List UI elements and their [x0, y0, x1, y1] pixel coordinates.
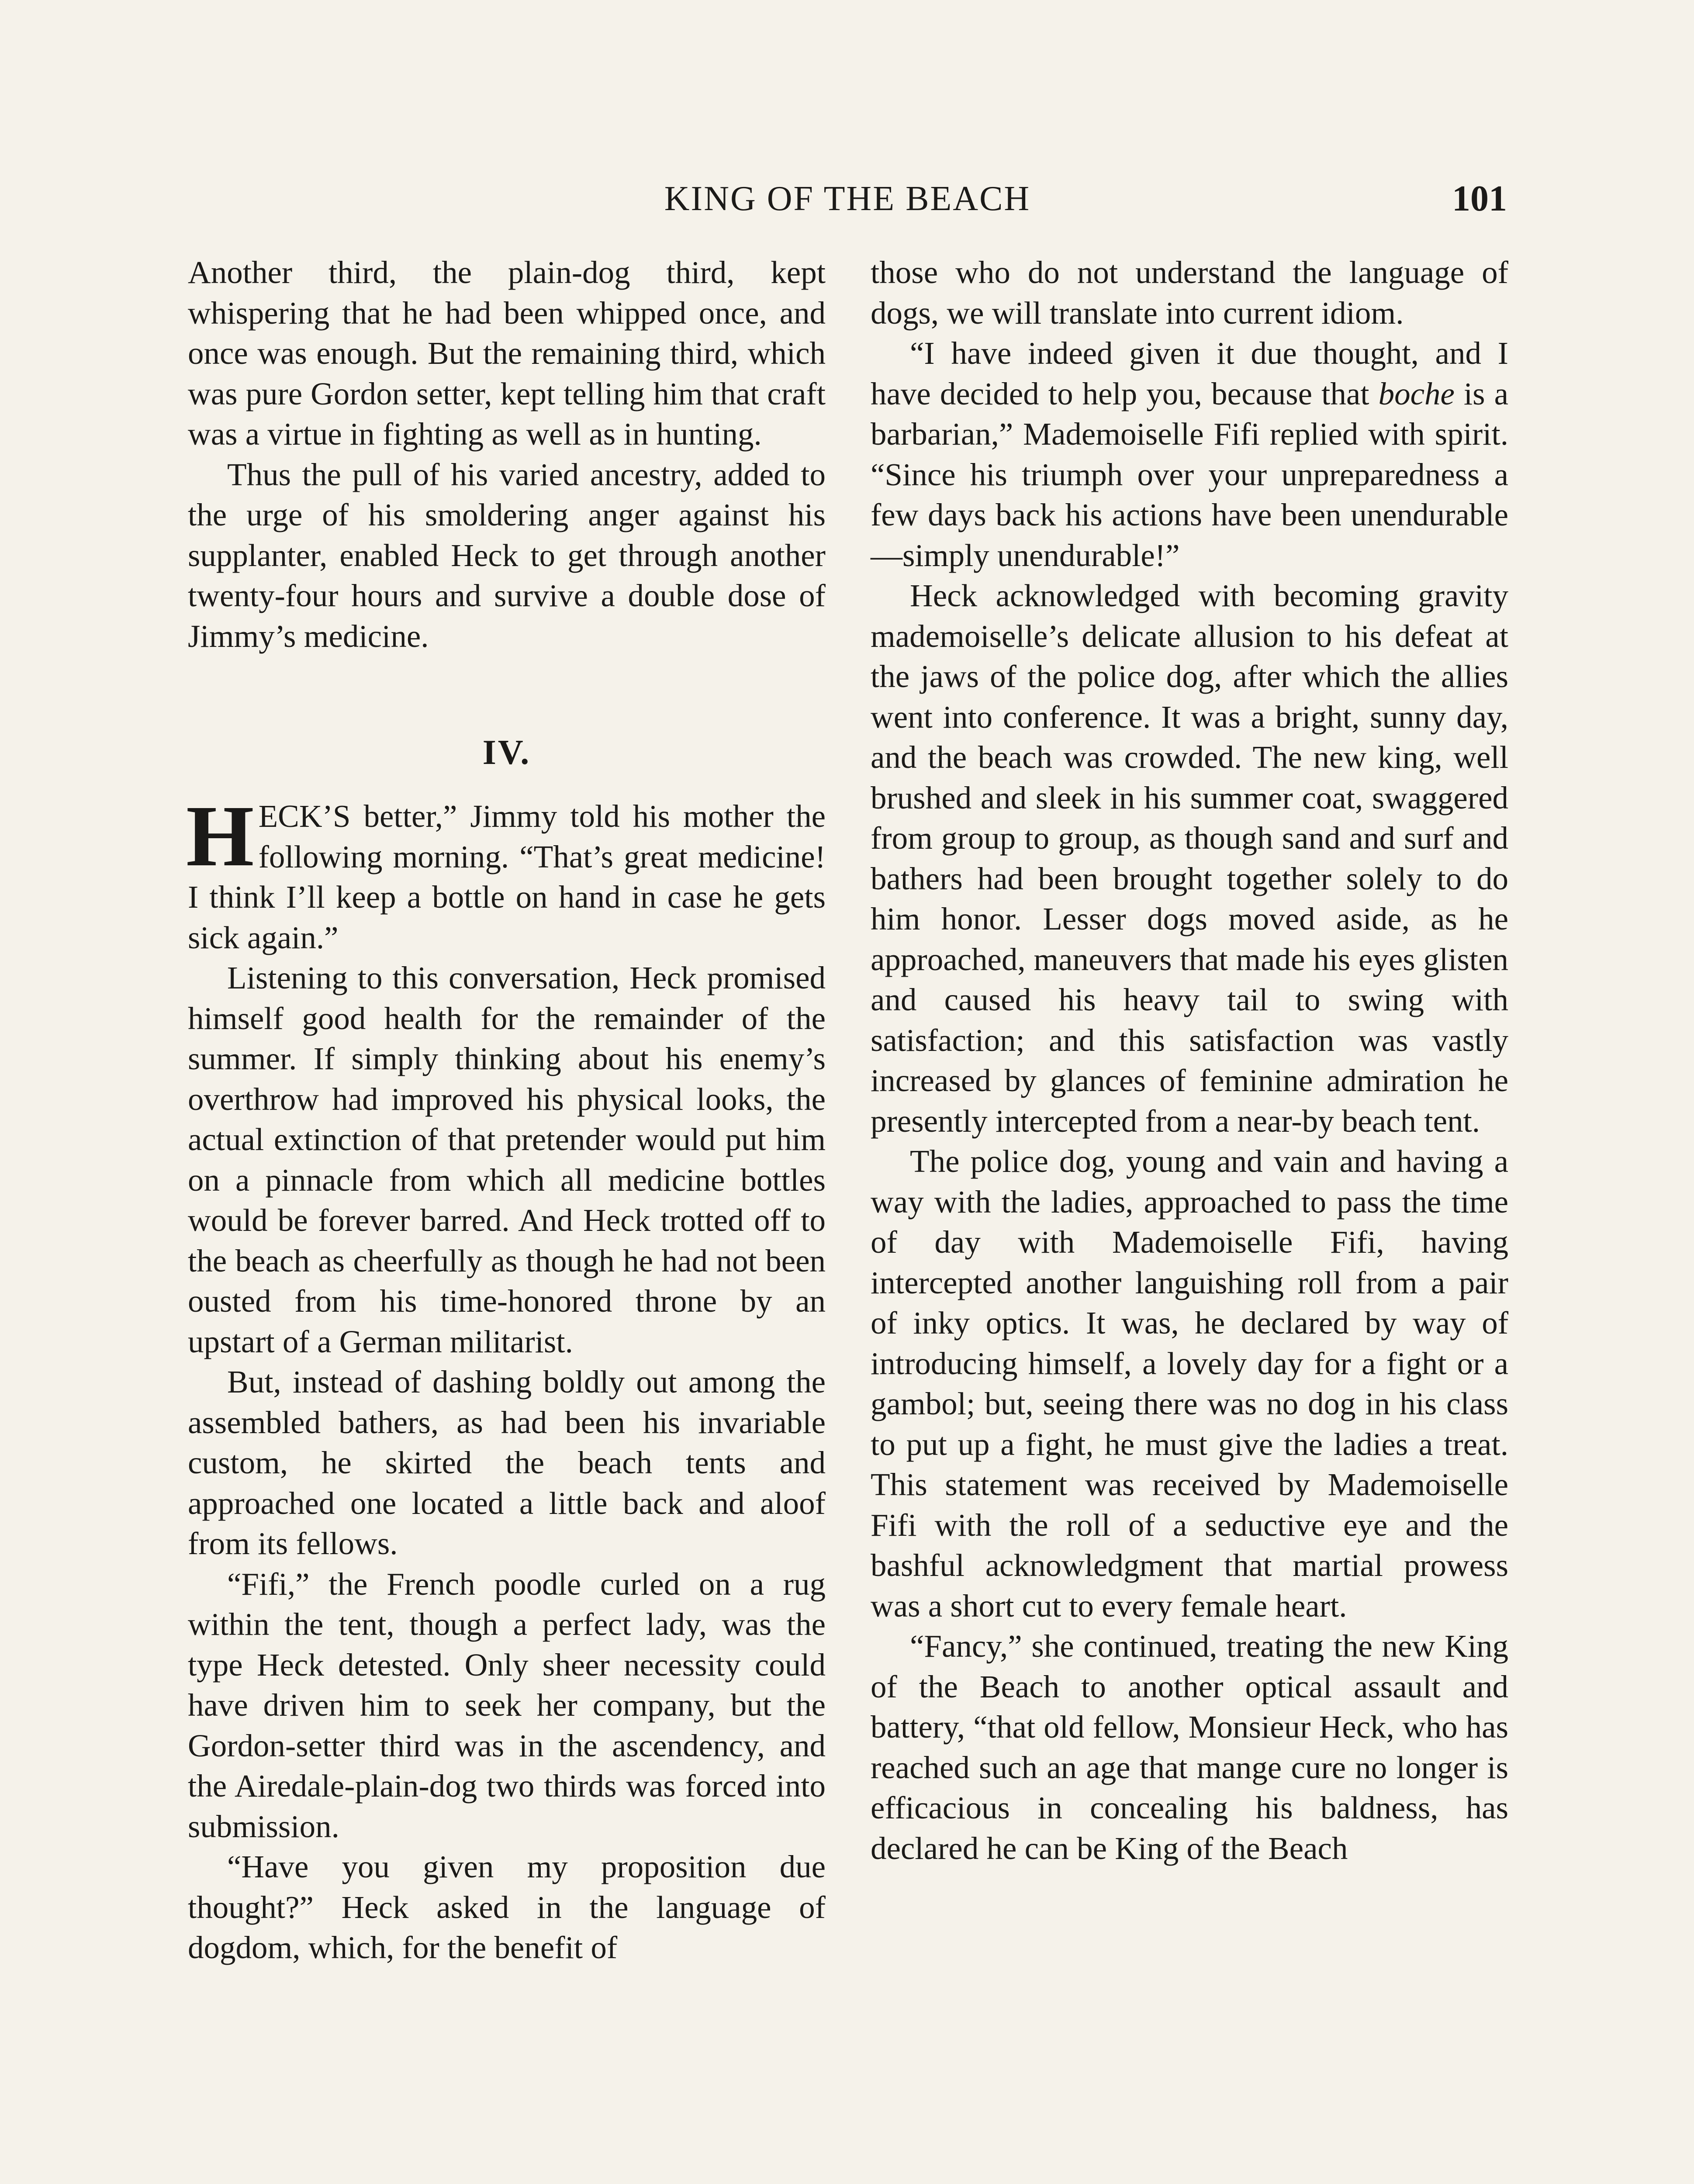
italic-word: boche	[1378, 376, 1455, 411]
paragraph: But, instead of dashing boldly out among the assembled bathers, as had been his invariable custom, he skirted the beach tents and approached one located a little back and aloof from its fellows.	[188, 1364, 826, 1561]
paragraph: Thus the pull of his varied ancestry, added to the urge of his smoldering anger against his supplanter, enabled Heck to get through another twenty-four hours and survive a double dose of Jimmy’s medicine.	[188, 456, 826, 654]
section-heading: IV.	[482, 733, 531, 772]
paragraph	[871, 333, 1508, 576]
paragraph: Listening to this conversation, Heck promised himself good health for the remainder of the summer. If simply thinking about his enemy’s overthrow had improved his physical looks, the actual extinction of that pretender would put him on a pinnacle from which all medicine bottles would be forever barred. And Heck trotted off to the beach as cheerfully as though he had not been ousted from his time-honored throne by an upstart of a German militarist.	[188, 960, 826, 1359]
paragraph-with-dropcap	[186, 788, 826, 958]
paragraph: “Fancy,” she continued, treating the new King of the Beach to another optical assault and battery, “that old fellow, Monsieur Heck, who has reached such an age that mange cure no longer is efficacious in concealing his baldness, has declared he can be King of the Beach	[871, 1628, 1508, 1866]
left-column	[188, 252, 826, 1968]
paragraph: “Fifi,” the French poodle curled on a rug within the tent, though a perfect lady, was the type Heck detested. Only sheer necessity could have driven him to seek her company, but the Gordon-setter third was in the ascendency, and the Airedale-plain-dog two thirds was forced into submission.	[188, 1566, 826, 1844]
paragraph: “Have you given my proposition due thought?” Heck asked in the language of dogdom, which, for the benefit of	[188, 1849, 826, 1965]
paragraph: Another third, the plain-dog third, kept whispering that he had been whipped once, and once was enough. But the remaining third, which was pure Gordon setter, kept telling him that craft was a virtue in fighting as well as in hunting.	[188, 255, 826, 452]
paragraph-text: is a barbarian,” Mademoiselle Fifi replied with spirit. “Since his triumph over your unpreparedness a few days back his actions have been unendurable—simply unendurable!”	[871, 376, 1508, 573]
page-number: 101	[1452, 178, 1507, 219]
paragraph: Heck acknowledged with becoming gravity mademoiselle’s delicate allusion to his defeat at the jaws of the police dog, after which the allies went into conference. It was a bright, sunny day, and the beach was crowded. The new king, well brushed and sleek in his summer coat, swaggered from group to group, as though sand and surf and bathers had been brought together solely to do him honor. Lesser dogs moved aside, as he approached, maneuvers that made his eyes glisten and caused his heavy tail to swing with satisfaction; and this satisfaction was vastly increased by glances of feminine admiration he presently intercepted from a near-by beach tent.	[871, 578, 1508, 1139]
paragraph: those who do not understand the language of dogs, we will translate into current idiom.	[871, 255, 1508, 331]
running-header	[188, 173, 1507, 225]
paragraph-text: “I have indeed given it due thought, and I have decided to help you, because that	[871, 335, 1508, 411]
right-column	[871, 252, 1508, 1869]
paragraph-text: ECK’S better,” Jimmy told his mother the following morning. “That’s great medicine! I think I’ll keep a bottle on hand in case he gets sick again.”	[188, 798, 826, 955]
paragraph: The police dog, young and vain and having a way with the ladies, approached to pass the time of day with Mademoiselle Fifi, having intercepted another languishing roll from a pair of inky optics. It was, he declared by way of introducing himself, a lovely day for a fight or a gambol; but, seeing there was no dog in his class to put up a fight, he must give the ladies a treat. This statement was received by Mademoiselle Fifi with the roll of a seductive eye and the bashful acknowledgment that martial prowess was a short cut to every female heart.	[871, 1144, 1508, 1624]
drop-cap: H	[186, 788, 254, 885]
running-title: KING OF THE BEACH	[664, 180, 1031, 218]
